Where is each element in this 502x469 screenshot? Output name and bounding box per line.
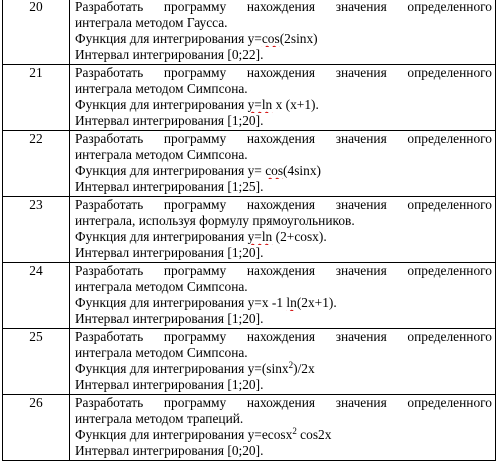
function-prefix: Функция для интегрирования y=x -1 (75, 295, 287, 310)
interval-line: Интервал интегрирования [1;20]. (75, 377, 264, 392)
task-line: Разработать программу нахождения значения определенного (75, 395, 492, 410)
interval-line: Интервал интегрирования [1;20]. (75, 311, 264, 326)
task-cell (70, 395, 496, 461)
function-line (75, 97, 492, 113)
interval-line: Интервал интегрирования [0;22]. (75, 47, 264, 62)
function-line (75, 295, 492, 311)
task-line: Разработать программу нахождения значения определенного (75, 329, 492, 344)
task-cell (70, 329, 496, 395)
task-line: Разработать программу нахождения значения определенного (75, 263, 492, 278)
task-line: Разработать программу нахождения значения определенного (75, 0, 492, 14)
task-cell (70, 131, 496, 197)
function-prefix: Функция для интегрирования (75, 97, 248, 112)
assignments-table (2, 0, 496, 461)
function-suffix: (2sinx) (279, 31, 318, 46)
task-cell (70, 65, 496, 131)
task-line: Разработать программу нахождения значения определенного (75, 131, 492, 146)
task-line: интеграла методом Симпсона. (75, 279, 248, 294)
interval-line: Интервал интегрирования [0;20]. (75, 443, 264, 458)
function-prefix: Функция для интегрирования y= (75, 163, 266, 178)
function-line (75, 163, 492, 179)
function-line (75, 31, 492, 47)
interval-line: Интервал интегрирования [1;20]. (75, 113, 264, 128)
variant-number: 21 (3, 65, 70, 131)
spellcheck-marked-text: y=ln (247, 97, 273, 112)
spellcheck-marked-text: cos (261, 31, 280, 46)
task-cell (70, 197, 496, 263)
interval-line: Интервал интегрирования [1;25]. (75, 179, 264, 194)
variant-number: 26 (3, 395, 70, 461)
function-suffix: cos2x (296, 427, 332, 442)
task-line: интеграла методом Гаусса. (75, 15, 228, 30)
variant-number: 22 (3, 131, 70, 197)
table-row (3, 263, 496, 329)
spellcheck-marked-text: cos (265, 163, 284, 178)
table-row (3, 65, 496, 131)
function-prefix: Функция для интегрирования y= (75, 31, 262, 46)
interval-line: Интервал интегрирования [1;20]. (75, 245, 264, 260)
spellcheck-marked-text: y=ln (247, 229, 273, 244)
task-line: Разработать программу нахождения значения определенного (75, 65, 492, 80)
function-prefix: Функция для интегрирования y=(sinx (75, 361, 289, 376)
task-line: интеграла методом трапеций. (75, 411, 244, 426)
function-prefix: Функция для интегрирования y=ecosx (75, 427, 293, 442)
task-line: интеграла методом Симпсона. (75, 147, 248, 162)
task-line: интеграла методом Симпсона. (75, 81, 248, 96)
table-row (3, 329, 496, 395)
task-line: интеграла, используя формулу прямоугольников. (75, 213, 355, 228)
table-row (3, 395, 496, 461)
function-line (75, 361, 492, 377)
function-suffix: (2x+1). (296, 295, 337, 310)
task-cell (70, 0, 496, 65)
function-suffix: (2+cosx). (272, 229, 327, 244)
function-suffix: x (x+1). (272, 97, 319, 112)
variant-number: 23 (3, 197, 70, 263)
task-cell (70, 263, 496, 329)
table-row (3, 0, 496, 65)
function-prefix: Функция для интегрирования (75, 229, 248, 244)
function-line (75, 427, 492, 443)
variant-number: 20 (3, 0, 70, 65)
variant-number: 24 (3, 263, 70, 329)
variant-number: 25 (3, 329, 70, 395)
task-line: интеграла методом Симпсона. (75, 345, 248, 360)
function-line (75, 229, 492, 245)
function-suffix: )/2x (293, 361, 315, 376)
function-suffix: (4sinx) (283, 163, 321, 178)
exponent: 2 (292, 427, 297, 436)
task-line: Разработать программу нахождения значения определенного (75, 197, 492, 212)
spellcheck-marked-text: ln (286, 295, 297, 310)
table-row (3, 197, 496, 263)
table-row (3, 131, 496, 197)
exponent: 2 (288, 361, 294, 370)
